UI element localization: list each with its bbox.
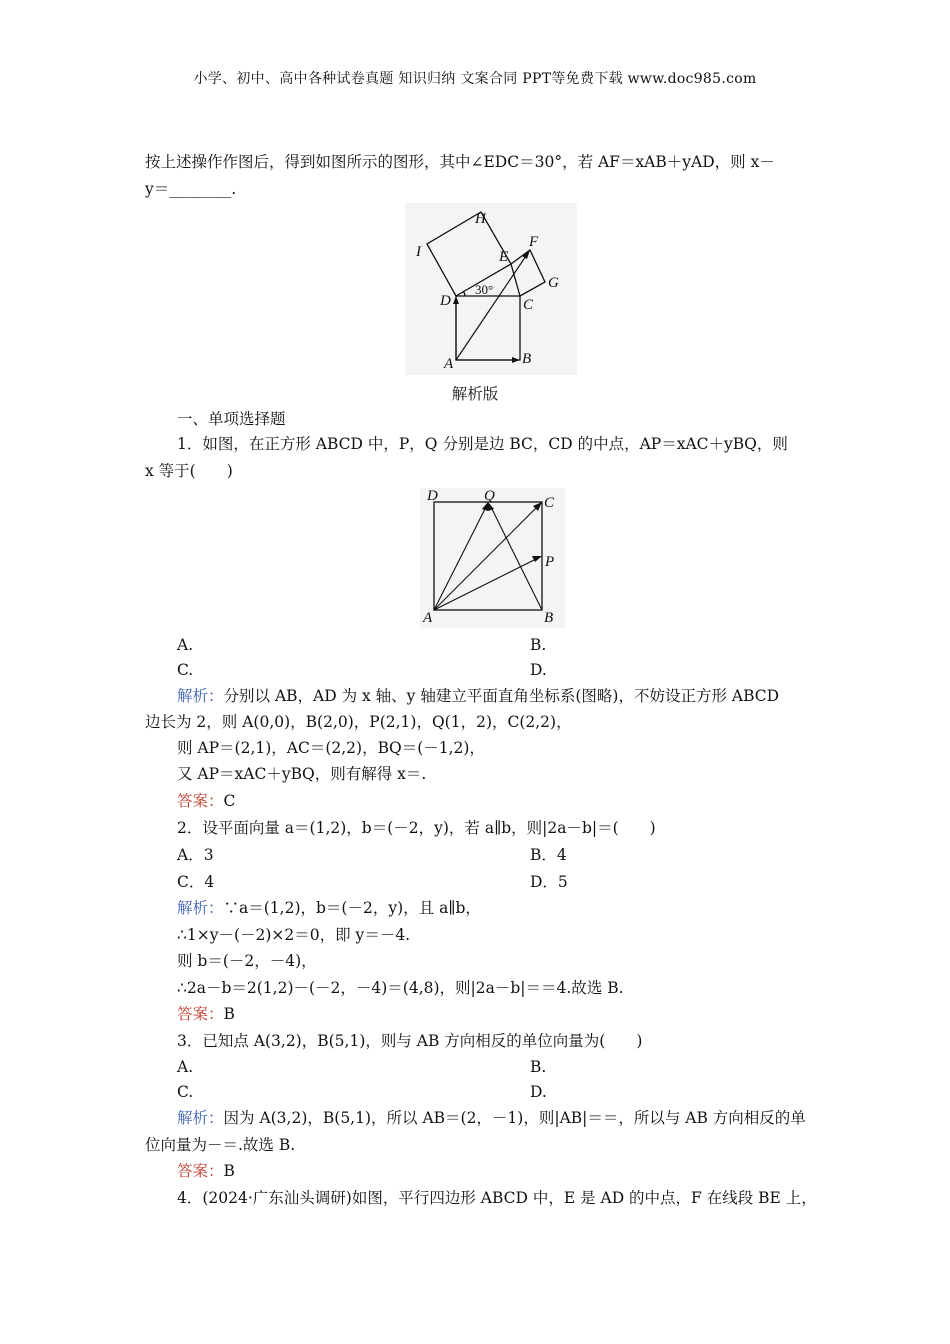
q1-analysis-line-1: 解析：分别以 AB，AD 为 x 轴、y 轴建立平面直角坐标系(图略)，不妨设正方形 ABCD — [177, 687, 780, 705]
q2-option-b: B．4 — [530, 846, 567, 864]
q1-analysis-line-4: 又 AP＝xAC＋yBQ，则有解得 x＝. — [177, 765, 427, 783]
answer-label: 答案： — [177, 1005, 224, 1023]
label-p: P — [545, 554, 555, 570]
label-i: I — [416, 244, 421, 260]
intro-line-2: y＝________. — [145, 180, 237, 198]
label-f: F — [529, 234, 539, 250]
label-h: H — [475, 211, 486, 227]
q1-answer: 答案：C — [177, 792, 236, 810]
label-e: E — [499, 249, 509, 265]
label-a: A — [444, 356, 454, 372]
intro-line-1: 按上述操作作图后，得到如图所示的图形，其中∠EDC＝30°，若 AF＝xAB＋yAD，则 x－ — [145, 153, 775, 171]
q1-stem-line-2: x 等于( ) — [145, 462, 233, 480]
q3-analysis-line-1: 解析：因为 A(3,2)，B(5,1)，所以 AB＝(2，－1)，则|AB|＝＝，所以与 AB 方向相反的单 — [177, 1109, 806, 1127]
label-c: C — [544, 495, 555, 511]
answer-label: 答案： — [177, 1162, 224, 1180]
q2-analysis-line-2: ∴1×y－(－2)×2＝0，即 y＝－4. — [177, 926, 411, 944]
label-c: C — [523, 297, 534, 313]
q2-analysis-line-1: 解析：∵a＝(1,2)，b＝(－2，y)，且 a∥b， — [177, 899, 481, 917]
q3-analysis-line-2: 位向量为－＝.故选 B. — [145, 1136, 296, 1154]
q1-analysis-line-3: 则 AP＝(2,1)，AC＝(2,2)，BQ＝(－1,2)， — [177, 739, 485, 757]
label-q: Q — [484, 488, 495, 504]
q3-option-a: A. — [177, 1058, 194, 1076]
q1-option-d: D. — [530, 661, 547, 679]
q2-option-c: C．4 — [177, 873, 215, 891]
q1-option-c: C. — [177, 661, 194, 679]
section-title: 一、单项选择题 — [177, 410, 286, 428]
q1-analysis-line-2: 边长为 2，则 A(0,0)，B(2,0)，P(2,1)，Q(1，2)，C(2,2)， — [145, 713, 572, 731]
q2-option-a: A．3 — [177, 846, 214, 864]
analysis-label: 解析： — [177, 687, 224, 705]
figure-2-square-vectors — [420, 488, 565, 628]
q3-answer: 答案：B — [177, 1162, 235, 1180]
page-header: 小学、初中、高中各种试卷真题 知识归纳 文案合同 PPT等免费下载 www.doc985.com — [193, 71, 757, 87]
q2-answer: 答案：B — [177, 1005, 235, 1023]
figure-1-square-diagram — [405, 203, 577, 375]
q3-option-b: B. — [530, 1058, 547, 1076]
q3-option-d: D. — [530, 1083, 547, 1101]
label-b: B — [544, 610, 554, 626]
analysis-label: 解析： — [177, 1109, 224, 1127]
q2-analysis-line-4: ∴2a－b＝2(1,2)－(－2，－4)＝(4,8)，则|2a－b|＝＝4.故选 B. — [177, 979, 624, 997]
analysis-label: 解析： — [177, 899, 224, 917]
label-angle-30: 30° — [475, 282, 494, 297]
label-d: D — [427, 488, 438, 504]
q4-stem: 4．(2024·广东汕头调研)如图，平行四边形 ABCD 中，E 是 AD 的中点，F 在线段 BE 上， — [177, 1189, 817, 1207]
answer-label: 答案： — [177, 792, 224, 810]
label-b: B — [522, 351, 532, 367]
label-d: D — [440, 293, 451, 309]
figure-caption: 解析版 — [451, 385, 499, 403]
q1-stem-line-1: 1．如图，在正方形 ABCD 中，P，Q 分别是边 BC，CD 的中点，AP＝xAC＋yBQ，则 — [177, 435, 788, 453]
label-g: G — [548, 275, 559, 291]
q1-option-a: A. — [177, 636, 194, 654]
q2-analysis-line-3: 则 b＝(－2，－4)， — [177, 952, 317, 970]
label-a: A — [423, 610, 433, 626]
q3-stem: 3．已知点 A(3,2)，B(5,1)，则与 AB 方向相反的单位向量为( ) — [177, 1032, 643, 1050]
q3-option-c: C. — [177, 1083, 194, 1101]
q2-stem: 2．设平面向量 a＝(1,2)，b＝(－2，y)，若 a∥b，则|2a－b|＝( ) — [177, 819, 656, 837]
q2-option-d: D．5 — [530, 873, 568, 891]
q1-option-b: B. — [530, 636, 547, 654]
